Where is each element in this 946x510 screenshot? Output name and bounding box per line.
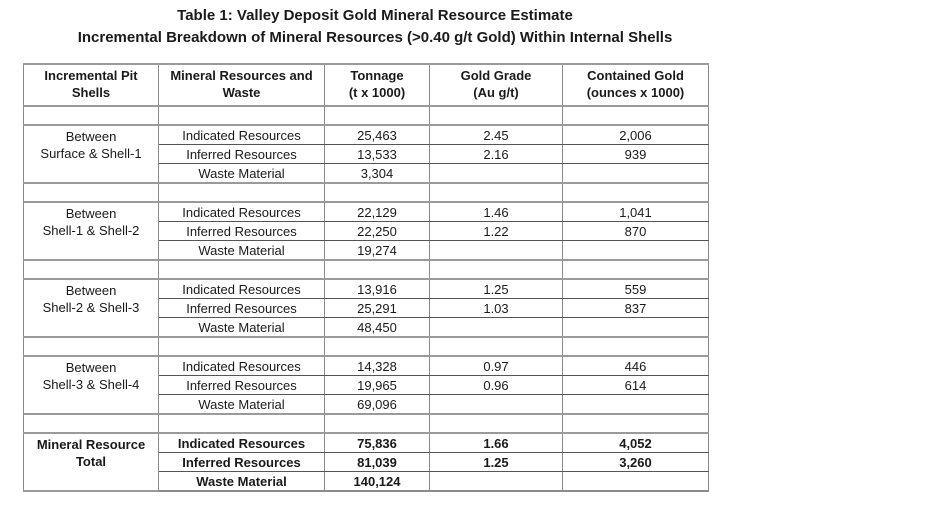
table-subtitle: Incremental Breakdown of Mineral Resources (>0.40 g/t Gold) Within Internal Shells (77, 29, 673, 46)
grade-cell (430, 472, 563, 492)
empty-cell (325, 106, 430, 125)
tonnage-cell: 69,096 (325, 395, 430, 415)
empty-cell (430, 106, 563, 125)
header-row (24, 64, 709, 106)
header-text: Waste (222, 85, 261, 100)
gold-cell: 2,006 (563, 125, 709, 145)
gold-cell: 837 (563, 299, 709, 318)
pit-shell-label: Between (65, 206, 117, 221)
category-cell: Inferred Resources (159, 145, 325, 164)
grade-cell: 0.97 (430, 356, 563, 376)
header-text: (Au g/t) (473, 85, 519, 100)
grade-cell (430, 241, 563, 261)
spacer-row (24, 337, 709, 356)
empty-cell (24, 337, 159, 356)
header-gold-grade (430, 64, 563, 106)
empty-cell (159, 260, 325, 279)
empty-cell (430, 183, 563, 202)
category-cell: Inferred Resources (159, 376, 325, 395)
gold-cell: 559 (563, 279, 709, 299)
header-tonnage (325, 64, 430, 106)
gold-cell (563, 241, 709, 261)
grade-cell (430, 164, 563, 184)
empty-cell (159, 106, 325, 125)
header-text: (t x 1000) (348, 85, 406, 100)
resource-estimate-table (23, 63, 709, 492)
tonnage-cell: 13,533 (325, 145, 430, 164)
pit-shell-label: Mineral Resource (36, 437, 146, 452)
empty-cell (430, 260, 563, 279)
pit-shell-label: Shell-3 & Shell-4 (42, 377, 140, 392)
empty-cell (563, 183, 709, 202)
tonnage-cell: 3,304 (325, 164, 430, 184)
category-cell: Inferred Resources (159, 453, 325, 472)
grade-cell: 0.96 (430, 376, 563, 395)
tonnage-cell: 22,129 (325, 202, 430, 222)
grade-cell (430, 395, 563, 415)
header-text: Tonnage (350, 68, 404, 83)
empty-cell (325, 183, 430, 202)
category-cell: Inferred Resources (159, 222, 325, 241)
empty-cell (430, 414, 563, 433)
tonnage-cell: 81,039 (325, 453, 430, 472)
empty-cell (563, 260, 709, 279)
header-contained-gold (563, 64, 709, 106)
empty-cell (563, 337, 709, 356)
spacer-row (24, 183, 709, 202)
gold-cell: 870 (563, 222, 709, 241)
gold-cell (563, 164, 709, 184)
grade-cell: 1.46 (430, 202, 563, 222)
empty-cell (159, 183, 325, 202)
tonnage-cell: 19,965 (325, 376, 430, 395)
tonnage-cell: 25,291 (325, 299, 430, 318)
empty-cell (430, 337, 563, 356)
empty-cell (24, 183, 159, 202)
pit-shell-cell (24, 356, 159, 414)
table-row (24, 356, 709, 376)
gold-cell: 3,260 (563, 453, 709, 472)
category-cell: Waste Material (159, 164, 325, 184)
header-resources-waste (159, 64, 325, 106)
category-cell: Indicated Resources (159, 433, 325, 453)
table-row (24, 202, 709, 222)
tonnage-cell: 25,463 (325, 125, 430, 145)
pit-shell-label: Shell-1 & Shell-2 (42, 223, 140, 238)
category-cell: Indicated Resources (159, 279, 325, 299)
gold-cell: 614 (563, 376, 709, 395)
category-cell: Indicated Resources (159, 125, 325, 145)
table-title: Table 1: Valley Deposit Gold Mineral Resource Estimate (177, 7, 573, 24)
empty-cell (24, 106, 159, 125)
gold-cell (563, 395, 709, 415)
spacer-row (24, 106, 709, 125)
empty-cell (24, 414, 159, 433)
empty-cell (325, 260, 430, 279)
pit-shell-cell (24, 279, 159, 337)
category-cell: Waste Material (159, 472, 325, 492)
category-cell: Waste Material (159, 241, 325, 261)
grade-cell: 1.03 (430, 299, 563, 318)
tonnage-cell: 48,450 (325, 318, 430, 338)
pit-shell-cell (24, 125, 159, 183)
total-row (24, 433, 709, 453)
gold-cell: 939 (563, 145, 709, 164)
header-text: Mineral Resources and (170, 68, 313, 83)
gold-cell (563, 318, 709, 338)
pit-shell-label: Between (65, 129, 117, 144)
grade-cell: 1.22 (430, 222, 563, 241)
empty-cell (563, 414, 709, 433)
table-row (24, 125, 709, 145)
empty-cell (325, 337, 430, 356)
total-label-cell (24, 433, 159, 491)
grade-cell: 2.45 (430, 125, 563, 145)
pit-shell-label: Between (65, 283, 117, 298)
tonnage-cell: 14,328 (325, 356, 430, 376)
spacer-row (24, 414, 709, 433)
header-text: Contained Gold (587, 68, 684, 83)
gold-cell (563, 472, 709, 492)
empty-cell (563, 106, 709, 125)
pit-shell-label: Between (65, 360, 117, 375)
table-row (24, 279, 709, 299)
spacer-row (24, 260, 709, 279)
category-cell: Indicated Resources (159, 356, 325, 376)
empty-cell (159, 414, 325, 433)
table-caption (0, 5, 750, 49)
category-cell: Waste Material (159, 395, 325, 415)
tonnage-cell: 75,836 (325, 433, 430, 453)
pit-shell-label: Total (75, 454, 107, 469)
grade-cell: 2.16 (430, 145, 563, 164)
empty-cell (24, 260, 159, 279)
header-text: (ounces x 1000) (586, 85, 685, 100)
pit-shell-label: Surface & Shell-1 (40, 146, 142, 161)
tonnage-cell: 19,274 (325, 241, 430, 261)
tonnage-cell: 140,124 (325, 472, 430, 492)
pit-shell-cell (24, 202, 159, 260)
tonnage-cell: 13,916 (325, 279, 430, 299)
header-text: Incremental Pit (44, 68, 138, 83)
empty-cell (159, 337, 325, 356)
tonnage-cell: 22,250 (325, 222, 430, 241)
pit-shell-label: Shell-2 & Shell-3 (42, 300, 140, 315)
category-cell: Inferred Resources (159, 299, 325, 318)
header-pit-shells (24, 64, 159, 106)
gold-cell: 446 (563, 356, 709, 376)
category-cell: Waste Material (159, 318, 325, 338)
gold-cell: 4,052 (563, 433, 709, 453)
category-cell: Indicated Resources (159, 202, 325, 222)
grade-cell: 1.66 (430, 433, 563, 453)
grade-cell: 1.25 (430, 453, 563, 472)
grade-cell (430, 318, 563, 338)
empty-cell (325, 414, 430, 433)
header-text: Gold Grade (460, 68, 532, 83)
gold-cell: 1,041 (563, 202, 709, 222)
table-body (24, 106, 709, 491)
header-text: Shells (71, 85, 111, 100)
grade-cell: 1.25 (430, 279, 563, 299)
